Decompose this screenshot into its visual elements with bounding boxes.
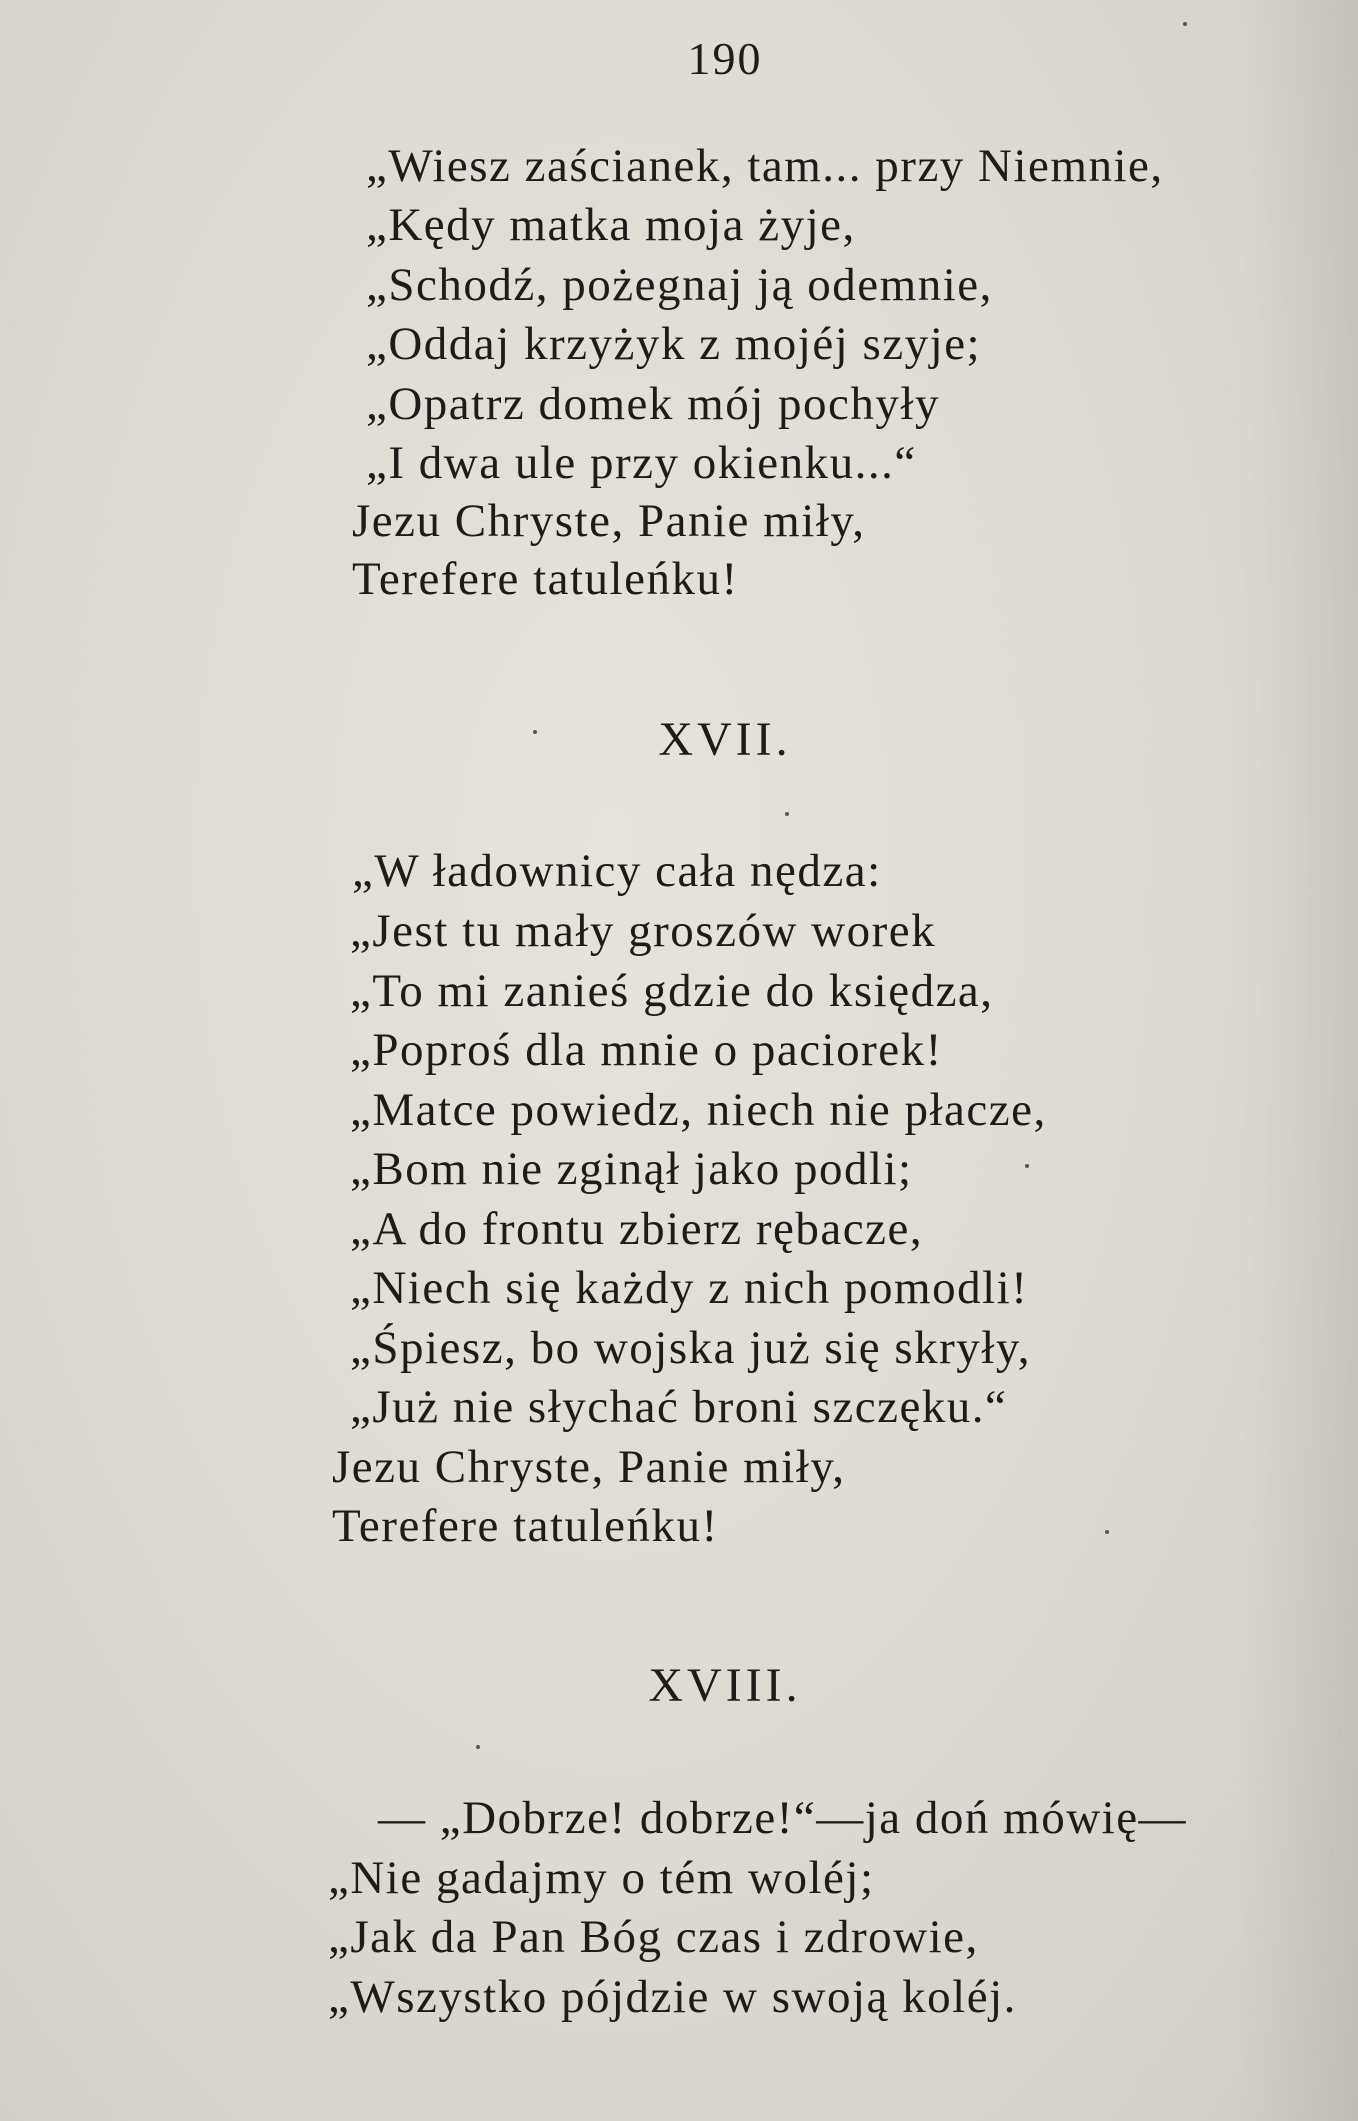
verse-line: „Jest tu mały groszów worek xyxy=(350,905,937,957)
paper-speck xyxy=(476,1745,480,1749)
verse-line: „Bom nie zginął jako podli; xyxy=(350,1143,913,1195)
verse-line: „Już nie słychać broni szczęku.“ xyxy=(350,1381,1008,1433)
paper-speck xyxy=(785,812,789,816)
paper-speck xyxy=(1183,22,1187,26)
verse-line: „Śpiesz, bo wojska już się skryły, xyxy=(350,1322,1032,1374)
verse-line: „Opatrz domek mój pochyły xyxy=(366,378,940,430)
paper-speck xyxy=(1025,1164,1029,1168)
verse-line: „Niech się każdy z nich pomodli! xyxy=(350,1262,1029,1314)
verse-line: „I dwa ule przy okienku...“ xyxy=(366,437,917,489)
verse-line: Terefere tatuleńku! xyxy=(352,553,739,605)
page-number: 190 xyxy=(687,33,763,84)
verse-line: Terefere tatuleńku! xyxy=(332,1500,719,1552)
paper-speck xyxy=(533,730,537,734)
verse-line: „W ładownicy cała nędza: xyxy=(352,845,882,897)
verse-line: „Matce powiedz, niech nie płacze, xyxy=(350,1084,1047,1136)
verse-line: „Jak da Pan Bóg czas i zdrowie, xyxy=(328,1911,979,1963)
paper-speck xyxy=(1105,1530,1109,1534)
section-heading-xvii: XVII. xyxy=(658,713,792,766)
verse-line: Jezu Chryste, Panie miły, xyxy=(352,495,866,547)
verse-line: — „Dobrze! dobrze!“—ja doń mówię— xyxy=(378,1792,1188,1844)
verse-line: „Poproś dla mnie o paciorek! xyxy=(350,1024,943,1076)
page-shadow xyxy=(1238,0,1358,2121)
verse-line: „Nie gadajmy o tém woléj; xyxy=(328,1852,875,1904)
verse-line: „Schodź, pożegnaj ją odemnie, xyxy=(366,259,993,311)
verse-line: „Kędy matka moja żyje, xyxy=(366,199,856,251)
verse-line: „Oddaj krzyżyk z mojéj szyje; xyxy=(366,318,982,370)
verse-line: „Wszystko pójdzie w swoją koléj. xyxy=(328,1971,1017,2023)
verse-line: „A do frontu zbierz rębacze, xyxy=(350,1203,924,1255)
verse-line: Jezu Chryste, Panie miły, xyxy=(332,1441,846,1493)
verse-line: „Wiesz zaścianek, tam... przy Niemnie, xyxy=(366,140,1164,192)
verse-line: „To mi zanieś gdzie do księdza, xyxy=(350,965,994,1017)
section-heading-xviii: XVIII. xyxy=(648,1659,802,1712)
